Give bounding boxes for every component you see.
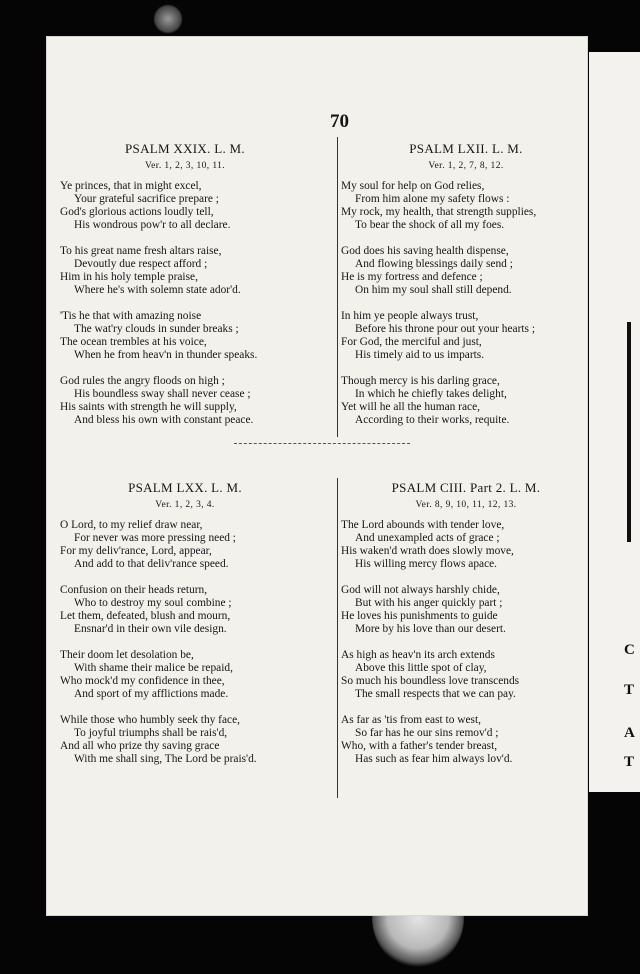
verse-line: In him ye people always trust, xyxy=(341,310,479,322)
edge-fragment: A xyxy=(624,725,635,741)
verse-line: 'Tis he that with amazing noise xyxy=(60,310,202,322)
psalm-title: PSALM LXII. L. M. xyxy=(409,141,523,156)
verse-line: My soul for help on God relies, xyxy=(341,180,485,192)
verse-line: Ensnar'd in their own vile design. xyxy=(74,623,227,635)
verse-line: For my deliv'rance, Lord, appear, xyxy=(60,545,212,557)
psalm-verses: Ver. 1, 2, 3, 4. xyxy=(155,500,215,510)
verse-line: And flowing blessings daily send ; xyxy=(355,258,513,270)
stanza xyxy=(60,310,310,362)
section-divider xyxy=(234,443,410,445)
psalm-103 xyxy=(341,480,591,766)
verse-line: Let them, defeated, blush and mourn, xyxy=(60,610,231,622)
stanza xyxy=(60,649,310,701)
verse-line: Who, with a father's tender breast, xyxy=(341,740,498,752)
verse-line: And unexampled acts of grace ; xyxy=(355,532,500,544)
verse-line: Confusion on their heads return, xyxy=(60,584,208,596)
verse-line: Devoutly due respect afford ; xyxy=(74,258,208,270)
stanza xyxy=(60,519,310,571)
psalm-70 xyxy=(60,480,310,766)
edge-fragment: T xyxy=(624,682,635,698)
verse-line: The wat'ry clouds in sunder breaks ; xyxy=(74,323,239,335)
psalm-verses: Ver. 1, 2, 3, 10, 11. xyxy=(144,161,226,171)
edge-fragment: C xyxy=(624,642,635,658)
verse-line: God's glorious actions loudly tell, xyxy=(60,206,214,218)
verse-line: His wondrous pow'r to all declare. xyxy=(74,219,231,231)
stanza xyxy=(341,714,591,766)
verse-line: God does his saving health dispense, xyxy=(341,245,509,257)
stanza xyxy=(60,584,310,636)
verse-line: The ocean trembles at his voice, xyxy=(60,336,207,348)
verse-line: While those who humbly seek thy face, xyxy=(60,714,240,726)
verse-line: His waken'd wrath does slowly move, xyxy=(341,545,514,557)
verse-line: According to their works, requite. xyxy=(355,414,510,426)
verse-line: Ye princes, that in might excel, xyxy=(60,180,202,192)
stanza xyxy=(60,375,310,427)
verse-line: Has such as fear him always lov'd. xyxy=(355,753,513,765)
verse-line: Who to destroy my soul combine ; xyxy=(74,597,232,609)
stanza xyxy=(60,180,310,232)
verse-line: When he from heav'n in thunder speaks. xyxy=(74,349,258,361)
stanza xyxy=(341,375,591,427)
verse-line: Your grateful sacrifice prepare ; xyxy=(74,193,219,205)
stanza xyxy=(341,180,591,232)
verse-line: For never was more pressing need ; xyxy=(74,532,236,544)
verse-line: On him my soul shall still depend. xyxy=(355,284,512,296)
psalm-verses: Ver. 8, 9, 10, 11, 12, 13. xyxy=(415,500,517,510)
verse-line: So far has he our sins remov'd ; xyxy=(355,727,499,739)
verse-line: More by his love than our desert. xyxy=(355,623,506,635)
edge-fragment: T xyxy=(624,754,635,770)
verse-line: In which he chiefly takes delight, xyxy=(355,388,507,400)
book-page xyxy=(47,37,587,915)
stanza xyxy=(341,519,591,571)
verse-line: Where he's with solemn state ador'd. xyxy=(74,284,241,296)
verse-line: To his great name fresh altars raise, xyxy=(60,245,222,257)
psalm-title: PSALM XXIX. L. M. xyxy=(125,141,245,156)
verse-line: God rules the angry floods on high ; xyxy=(60,375,225,387)
psalm-62 xyxy=(341,141,591,427)
verse-line: And add to that deliv'rance speed. xyxy=(74,558,229,570)
verse-line: From him alone my safety flows : xyxy=(355,193,510,205)
verse-line: As far as 'tis from east to west, xyxy=(341,714,481,726)
verse-line: With shame their malice be repaid, xyxy=(74,662,233,674)
verse-line: The small respects that we can pay. xyxy=(355,688,516,700)
verse-line: So much his boundless love transcends xyxy=(341,675,520,687)
verse-line: And bless his own with constant peace. xyxy=(74,414,254,426)
verse-line: Though mercy is his darling grace, xyxy=(341,375,500,387)
verse-line: His saints with strength he will supply, xyxy=(60,401,237,413)
stanza xyxy=(60,245,310,297)
scan-smudge-top xyxy=(153,4,183,34)
verse-line: And sport of my afflictions made. xyxy=(74,688,229,700)
psalm-verses: Ver. 1, 2, 7, 8, 12. xyxy=(428,161,504,171)
stanza xyxy=(341,245,591,297)
page-number: 70 xyxy=(330,111,349,132)
verse-line: His timely aid to us imparts. xyxy=(355,349,485,361)
verse-line: He is my fortress and defence ; xyxy=(341,271,483,283)
verse-line: Their doom let desolation be, xyxy=(60,649,194,661)
column-divider xyxy=(337,478,338,798)
psalm-title: PSALM LXX. L. M. xyxy=(128,480,242,495)
verse-line: Yet will he all the human race, xyxy=(341,401,480,413)
verse-line: As high as heav'n its arch extends xyxy=(341,649,495,661)
stanza xyxy=(341,310,591,362)
verse-line: Him in his holy temple praise, xyxy=(60,271,198,283)
stanza xyxy=(60,714,310,766)
adjacent-page-edge xyxy=(589,52,640,792)
stanza xyxy=(341,584,591,636)
column-divider xyxy=(337,137,338,437)
verse-line: My rock, my health, that strength supplies, xyxy=(341,206,537,218)
verse-line: With me shall sing, The Lord be prais'd. xyxy=(74,753,257,765)
verse-line: And all who prize thy saving grace xyxy=(60,740,220,752)
verse-line: To joyful triumphs shall be rais'd, xyxy=(74,727,228,739)
verse-line: Who mock'd my confidence in thee, xyxy=(60,675,225,687)
verse-line: For God, the merciful and just, xyxy=(341,336,482,348)
verse-line: The Lord abounds with tender love, xyxy=(341,519,505,531)
verse-line: But with his anger quickly part ; xyxy=(355,597,503,609)
verse-line: Above this little spot of clay, xyxy=(355,662,487,674)
verse-line: God will not always harshly chide, xyxy=(341,584,500,596)
adjacent-page-rule xyxy=(627,322,631,542)
psalm-title: PSALM CIII. Part 2. L. M. xyxy=(391,480,541,495)
verse-line: His boundless sway shall never cease ; xyxy=(74,388,251,400)
verse-line: O Lord, to my relief draw near, xyxy=(60,519,203,531)
verse-line: Before his throne pour out your hearts ; xyxy=(355,323,535,335)
stanza xyxy=(341,649,591,701)
verse-line: He loves his punishments to guide xyxy=(341,610,498,622)
verse-line: To bear the shock of all my foes. xyxy=(355,219,505,231)
verse-line: His willing mercy flows apace. xyxy=(355,558,498,570)
psalm-29 xyxy=(60,141,310,427)
